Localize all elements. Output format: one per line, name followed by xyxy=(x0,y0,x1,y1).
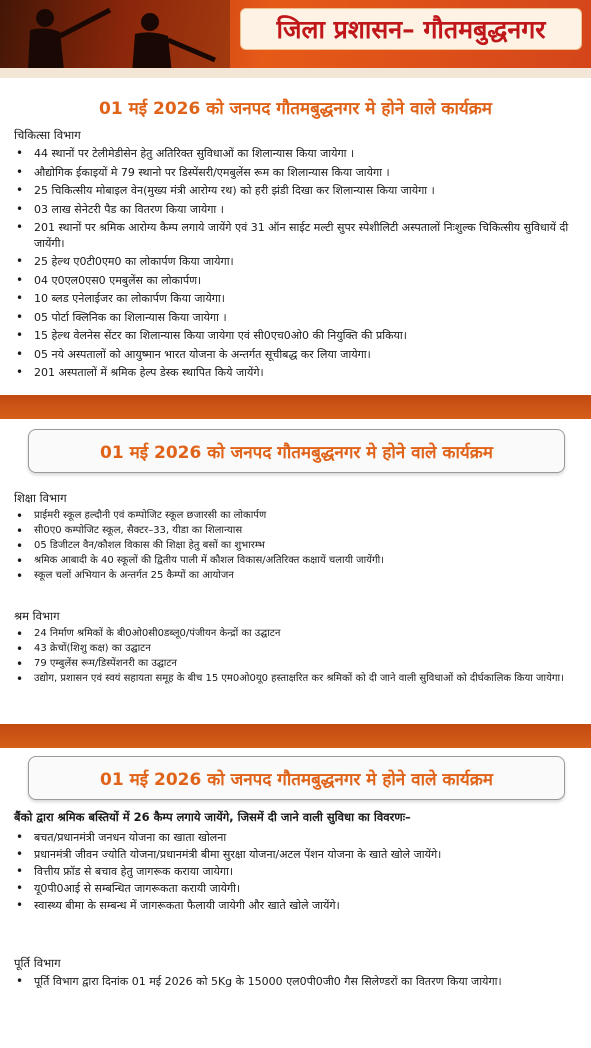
section-divider xyxy=(0,724,591,748)
banner-strip xyxy=(0,68,591,78)
department-title: चिकित्सा विभाग xyxy=(14,128,81,142)
list-item: • 04 ए0एल0एस0 एमबुलेंस का लोकार्पण। xyxy=(14,273,580,289)
list-item: • पूर्ति विभाग द्वारा दिनांक 01 मई 2026 को 5Kg के 15000 एल0पी0जी0 गैस सिलेण्डरों का वितरण किया जायेगा। xyxy=(14,974,580,989)
list-item: • 44 स्थानों पर टेलीमेडीसेन हेतु अतिरिक्त सुविधाओं का शिलान्यास किया जायेगा । xyxy=(14,146,580,162)
department-title: पूर्ति विभाग xyxy=(14,956,61,970)
labour-list xyxy=(14,627,580,687)
section-heading: 01 मई 2026 को जनपद गौतमबुद्धनगर मे होने वाले कार्यक्रम xyxy=(28,756,565,800)
department-title: श्रम विभाग xyxy=(14,609,60,623)
banner-title: जिला प्रशासन– गौतमबुद्धनगर xyxy=(240,8,582,50)
list-item: • औद्योगिक ईकाइयों मे 79 स्थानो पर डिस्पेंसरी/एमबुलेंस रूम का शिलान्यास किया जायेगा । xyxy=(14,165,580,181)
list-item: • 05 नये अस्पतालों को आयुष्मान भारत योजना के अन्तर्गत सूचीबद्ध कर लिया जायेगा। xyxy=(14,347,580,363)
list-item: • 43 क्रेचों(शिशु कक्ष) का उद्घाटन xyxy=(14,642,580,656)
section-heading: 01 मई 2026 को जनपद गौतमबुद्धनगर मे होने वाले कार्यक्रम xyxy=(28,429,565,473)
list-item: • 201 स्थानों पर श्रमिक आरोग्य कैम्प लगाये जायेंगे एवं 31 ऑन साईट मल्टी सुपर स्पेशीलिटी अस्पतालों निःशुल्क चिकित्सीय सुविधायें दी जायेंगी। xyxy=(14,220,580,251)
supply-list xyxy=(14,974,580,991)
list-item: • यू0पी0आई से सम्बन्धित जागरूकता करायी जायेगी। xyxy=(14,881,580,896)
list-item: • बचत/प्रधानमंत्री जनधन योजना का खाता खोलना xyxy=(14,830,580,845)
list-item: • 05 पोर्टा क्लिनिक का शिलान्यास किया जायेगा । xyxy=(14,310,580,326)
medical-list xyxy=(14,146,580,384)
list-item: • स्वास्थ्य बीमा के सम्बन्ध में जागरूकता फैलायी जायेगी और खाते खोले जायेंगे। xyxy=(14,898,580,913)
section-bank-supply xyxy=(0,748,591,1048)
list-item: • 25 चिकित्सीय मोबाइल वेन(मुख्य मंत्री आरोग्य रथ) को हरी झंडी दिखा कर शिलान्यास किया जायेगा । xyxy=(14,183,580,199)
list-item: • 25 हेल्थ ए0टी0एम0 का लोकार्पण किया जायेगा। xyxy=(14,254,580,270)
list-item: • 05 डिजीटल वैन/कौशल विकास की शिक्षा हेतु बसों का शुभारम्भ xyxy=(14,539,580,553)
list-item: • 79 एम्बुलेंस रूम/डिस्पेंशनरी का उद्घाटन xyxy=(14,657,580,671)
section-education-labour xyxy=(0,419,591,724)
list-item: • प्राईमरी स्कूल हल्दौनी एवं कम्पोजिट स्कूल छजारसी का लोकार्पण xyxy=(14,509,580,523)
bank-list xyxy=(14,830,580,915)
workers-silhouette-icon xyxy=(0,0,230,78)
section-divider xyxy=(0,395,591,419)
header-banner xyxy=(0,0,591,78)
section-heading: 01 मई 2026 को जनपद गौतमबुद्धनगर मे होने वाले कार्यक्रम xyxy=(99,99,492,119)
list-item: • श्रमिक आबादी के 40 स्कूलों की द्वितीय पाली में कौशल विकास/अतिरिक्त कक्षायें चलायी जायेंगी। xyxy=(14,554,580,568)
list-item: • सी0ए0 कम्पोजिट स्कूल, सैक्टर–33, यीडा का शिलान्यास xyxy=(14,524,580,538)
bank-camps-lead: बैंको द्वारा श्रमिक बस्तियों में 26 कैम्प लगाये जायेंगे, जिसमें दी जाने वाली सुविधा का विवरणः– xyxy=(14,810,411,824)
list-item: • स्कूल चलों अभियान के अन्तर्गत 25 कैम्पों का आयोजन xyxy=(14,569,580,583)
list-item: • प्रधानमंत्री जीवन ज्योति योजना/प्रधानमंत्री बीमा सुरक्षा योजना/अटल पेंशन योजना के खाते खोले जायेंगे। xyxy=(14,847,580,862)
list-item: • 03 लाख सेनेटरी पैड का वितरण किया जायेगा । xyxy=(14,202,580,218)
section-medical xyxy=(0,78,591,395)
list-item: • उद्योग, प्रशासन एवं स्वयं सहायता समूह के बीच 15 एम0ओ0यू0 हस्ताक्षरित कर श्रमिकों को दी जाने वाली सुविधाओं को दीर्घकालिक किया जायेगा। xyxy=(14,672,580,686)
list-item: • वित्तीय फ्रॉड से बचाव हेतु जागरूक कराया जायेगा। xyxy=(14,864,580,879)
list-item: • 201 अस्पतालों में श्रमिक हेल्प डेस्क स्थापित किये जायेंगे। xyxy=(14,365,580,381)
list-item: • 15 हेल्थ वेलनेस सेंटर का शिलान्यास किया जायेगा एवं सी0एच0ओ0 की नियुक्ति की प्रकिया। xyxy=(14,328,580,344)
education-list xyxy=(14,509,580,584)
department-title: शिक्षा विभाग xyxy=(14,491,67,505)
list-item: • 10 ब्लड एनेलाईजर का लोकार्पण किया जायेगा। xyxy=(14,291,580,307)
list-item: • 24 निर्माण श्रमिकों के बी0ओ0सी0डब्लू0/पंजीयन केन्द्रों का उद्घाटन xyxy=(14,627,580,641)
